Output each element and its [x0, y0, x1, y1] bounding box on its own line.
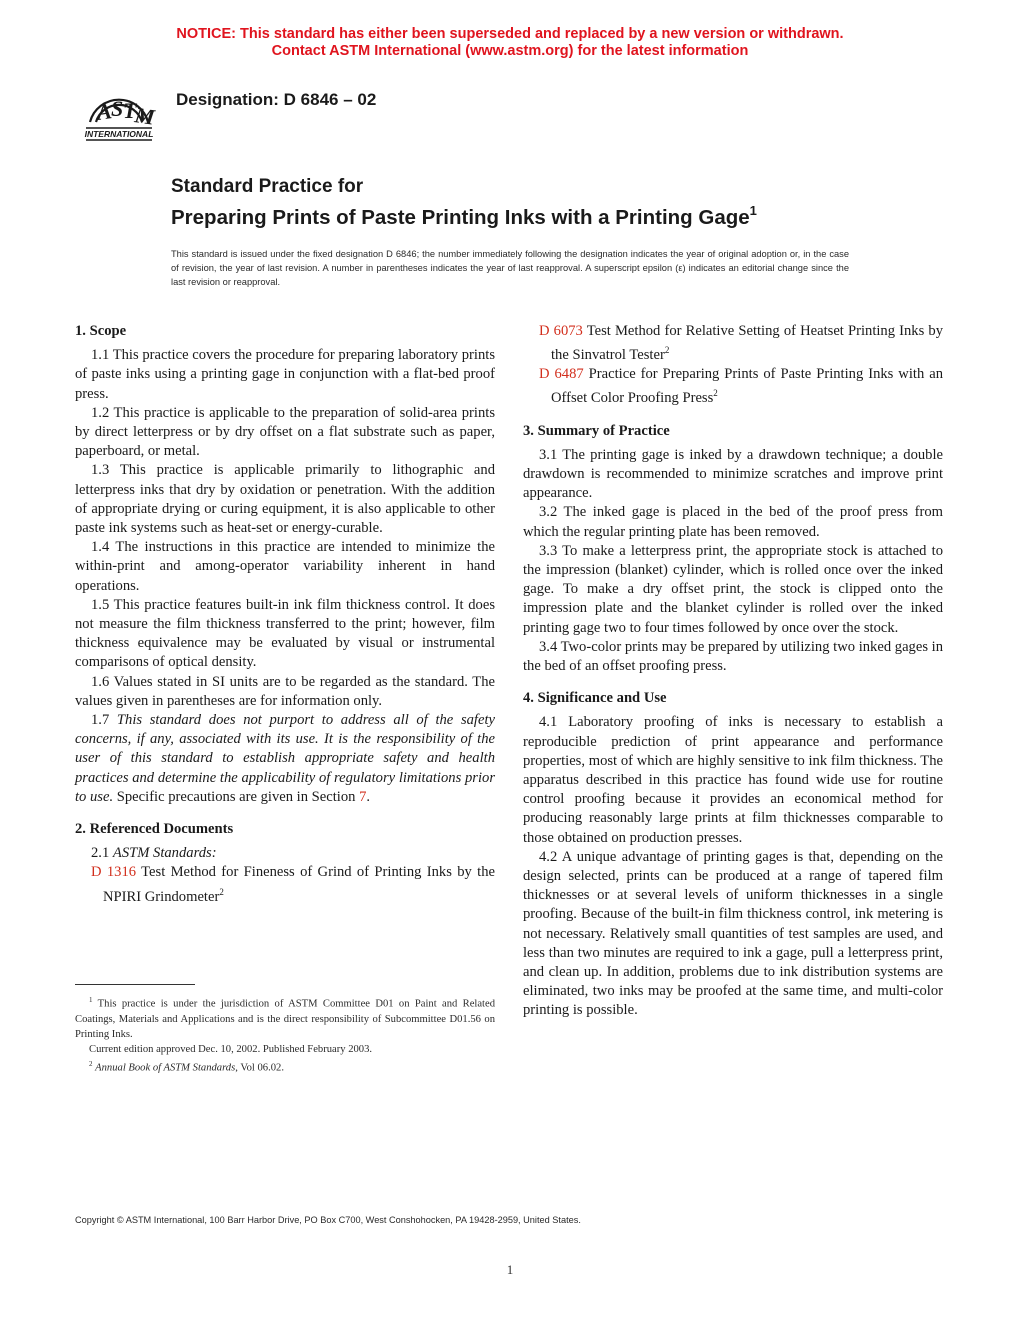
paragraph-1-7-text: Specific precautions are given in Section: [116, 788, 356, 805]
reference-code-link[interactable]: D 1316: [91, 864, 137, 881]
title-text: Preparing Prints of Paste Printing Inks with a Printing Gage: [171, 205, 750, 229]
reference-item: [523, 322, 943, 365]
title-prefix: Standard Practice for: [171, 176, 364, 197]
paragraph-1-7-end: .: [366, 788, 371, 805]
page-title: [171, 199, 931, 231]
reference-footnote-mark: 2: [219, 886, 224, 897]
reference-footnote-mark: 2: [664, 345, 670, 356]
paragraph-1-5: 1.5 This practice features built-in ink film thickness control. It does not measure the film thickness transferred to the print; however, film thickness equivalence may be evaluated by visual or instrumental comparisons of optical density.: [75, 596, 495, 671]
footnote-2-mark: 2: [89, 1060, 93, 1069]
reference-code-link[interactable]: D 6073: [539, 323, 583, 339]
section-7-link[interactable]: 7: [359, 788, 367, 805]
title-footnote-mark: 1: [749, 203, 757, 218]
paragraph-1-7-number: 1.7: [91, 712, 110, 729]
paragraph-1-1: 1.1 This practice covers the procedure for preparing laboratory prints of paste inks using a printing gage in conjunction with a flat-bed proof press.: [75, 347, 495, 402]
safety-caveat: This standard does not purport to address all of the safety concerns, if any, associated with its use. It is the responsibility of the user of this standard to establish appropriate safety and health practices and determine the applicability of regulatory limitations prior to use.: [75, 712, 495, 805]
footnote-1: [75, 993, 495, 1042]
astm-standards-label: ASTM Standards:: [112, 845, 217, 862]
section-heading-scope: 1. Scope: [75, 323, 127, 339]
footnote-divider: [75, 984, 195, 985]
footnote-1-text: This practice is under the jurisdiction of ASTM Committee D01 on Paint and Related Coatings, Materials and Applications and is the direct responsibility of Subcommittee D01.56 on Printing Inks.: [75, 998, 495, 1040]
svg-text:A: A: [95, 98, 114, 125]
reference-title: Practice for Preparing Prints of Paste Printing Inks with an Offset Color Proofing Press: [551, 366, 943, 407]
designation: Designation: D 6846 – 02: [176, 90, 377, 109]
paragraph-4-1: 4.1 Laboratory proofing of inks is necessary to establish a reproducible prediction of print appearance and performance properties, most of which are highly sensitive to ink film thickness. The apparatus described in this practice has found wide use for routine control proofing because it provides an economical method for producing reasonably large prints at film thicknesses comparable to those obtained on production presses.: [523, 714, 943, 846]
left-column: [75, 322, 495, 907]
paragraph-1-3: 1.3 This practice is applicable primarily to lithographic and letterpress inks that dry by oxidation or penetration. With the addition of appropriate drying or curing equipment, it is also applicable to other paste ink systems such as heat-set or energy-curable.: [75, 462, 495, 537]
section-heading-summary: 3. Summary of Practice: [523, 422, 670, 439]
paragraph-4-2: 4.2 A unique advantage of printing gages is that, depending on the design selected, prints can be produced at a range of tapered film thicknesses or at several levels of uniform thicknesses in a single proofing. Because of the built-in film thickness control, ink metering is not necessary. Relatively small quantities of test samples are used, and less than two minutes are required to ink a gage, pull a letterpress print, and clean up. In addition, problems due to ink distribution systems are eliminated, two inks may be proofed at the same time, and multi-color printing is possible.: [523, 848, 943, 1019]
footnote-2: [75, 1057, 495, 1076]
footnote-2-volume: , Vol 06.02.: [235, 1062, 284, 1074]
paragraph-3-2: 3.2 The inked gage is placed in the bed of the proof press from which the regular printing plate has been removed.: [523, 504, 943, 540]
paragraph-1-7: [75, 711, 495, 807]
section-heading-referenced-documents: 2. Referenced Documents: [75, 821, 234, 838]
right-column: [523, 322, 943, 1021]
paragraph-1-4: 1.4 The instructions in this practice are intended to minimize the within-print and among-operator variability inherent in hand operations.: [75, 539, 495, 594]
footnote-2-book: Annual Book of ASTM Standards: [95, 1062, 236, 1074]
reference-item: [523, 365, 943, 408]
paragraph-3-1: 3.1 The printing gage is inked by a drawdown technique; a double drawdown is recommended to minimize scratches and improve print appearance.: [523, 446, 943, 502]
paragraph-3-3: 3.3 To make a letterpress print, the appropriate stock is attached to the impression (blanket) cylinder, which is rolled once over the inked gage. To make a dry offset print, the stock is clipped onto the impression plate and the blanket cylinder is rolled over the inked printing gage two to four times followed by once over the stock.: [523, 542, 943, 636]
reference-item: [75, 863, 495, 906]
paragraph-3-4: 3.4 Two-color prints may be prepared by utilizing two inked gages in the bed of an offset proofing press.: [523, 638, 943, 674]
svg-text:M: M: [133, 102, 157, 130]
paragraph-2-1: [75, 844, 495, 863]
paragraph-2-1-number: 2.1: [91, 845, 110, 862]
astm-logo-icon: [76, 76, 162, 150]
notice-line-2: Contact ASTM International (www.astm.org) for the latest information: [271, 43, 749, 59]
paragraph-1-6: 1.6 Values stated in SI units are to be regarded as the standard. The values given in parentheses are for information only.: [75, 673, 495, 709]
reference-footnote-mark: 2: [713, 388, 718, 399]
footnote-1-approval: Current edition approved Dec. 10, 2002. Published February 2003.: [89, 1044, 373, 1056]
footnotes: [75, 993, 495, 1076]
issuance-note: This standard is issued under the fixed designation D 6846; the number immediately following the designation indicates the year of original adoption or, in the case of revision, the year of last revision. A number in parentheses indicates the year of last reapproval. A superscript epsilon (ε) indicates an editorial change since the last revision or reapproval.: [171, 249, 849, 288]
reference-title: Test Method for Fineness of Grind of Printing Inks by the NPIRI Grindometer: [103, 864, 495, 905]
paragraph-1-2: 1.2 This practice is applicable to the preparation of solid-area prints by direct letterpress or by dry offset on a flat substrate such as paper, paperboard, or metal.: [75, 404, 495, 460]
section-heading-significance: 4. Significance and Use: [523, 690, 667, 707]
logo-text: INTERNATIONAL: [84, 129, 154, 139]
notice-line-1: NOTICE: This standard has either been superseded and replaced by a new version or withdrawn.: [176, 26, 844, 42]
footnote-1-mark: 1: [89, 996, 93, 1004]
reference-code-link[interactable]: D 6487: [539, 366, 584, 383]
title-block: [171, 175, 931, 231]
page-number: 1: [506, 1262, 514, 1277]
reference-title: Test Method for Relative Setting of Heatset Printing Inks by the Sinvatrol Tester: [551, 323, 943, 364]
svg-text:T: T: [123, 98, 137, 123]
withdrawal-notice: [0, 26, 1020, 60]
copyright-line: Copyright © ASTM International, 100 Barr Harbor Drive, PO Box C700, West Conshohocken, PA 19428-2959, United States.: [75, 1215, 581, 1225]
svg-text:S: S: [111, 96, 124, 121]
